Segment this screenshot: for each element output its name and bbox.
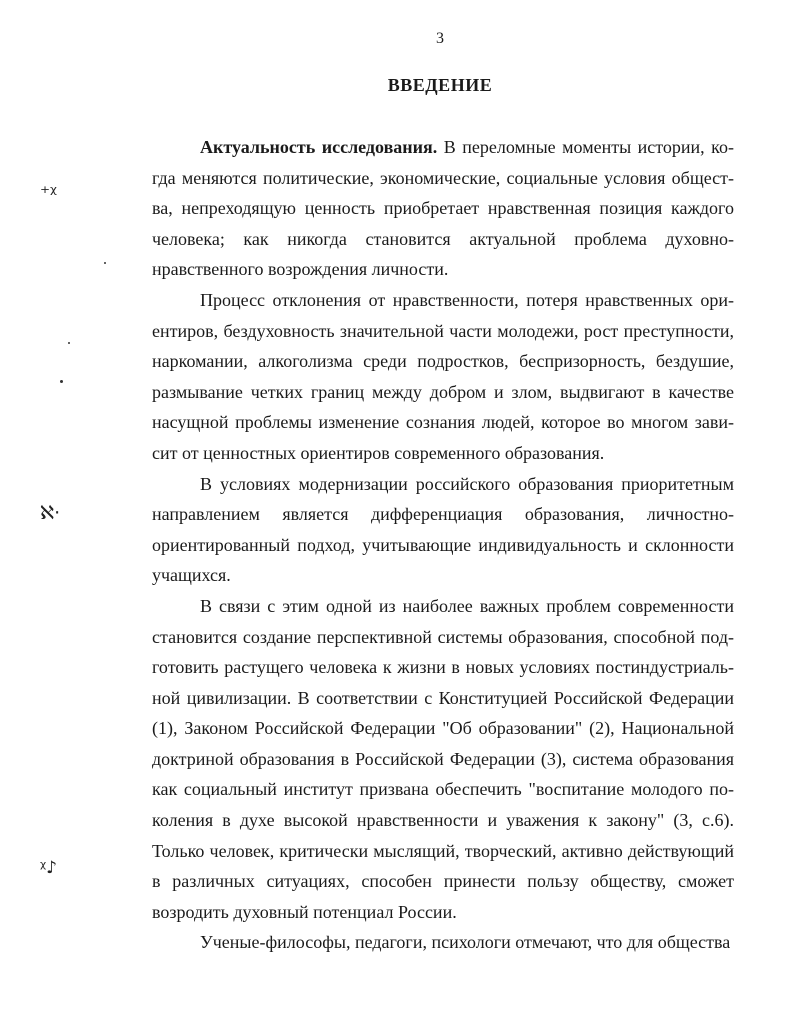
paragraph-text: В переломные моменты истории, когда меняются политические, экономические, социальные условия общества, непреходящую ценность приобретает нравственная позиция каждого человека; как никогда становится актуальной проблема духовно-нравственного возрождения личности. [152, 137, 735, 280]
paragraph [152, 132, 734, 285]
paragraph-text: Ученые-философы, педагоги, психологи отмечают, что для общества [200, 932, 731, 953]
paragraph [152, 469, 734, 591]
page-heading: ВВЕДЕНИЕ [387, 75, 493, 95]
body-text [152, 132, 734, 958]
paragraph-text: В связи с этим одной из наиболее важных проблем современности становится создание перспективной системы образования, способной подготовить растущего человека к жизни в новых условиях постиндустриальной цивилизации. В соответствии с Конституцией Российской Федерации (1), Законом Российской Федерации "Об образовании" (2), Национальной доктриной образования в Российской Федерации (3), система образования как социальный институт призвана обеспечить "воспитание молодого поколения в духе высокой нравственности и уважения к закону" (3, с.6). Только человек, критически мыслящий, творческий, активно действующий в различных ситуациях, способен принести пользу обществу, сможет возродить духовный потенциал России. [152, 595, 734, 922]
page-number: 3 [436, 30, 444, 47]
scan-speck [60, 380, 63, 383]
paragraph-text: В условиях модернизации российского образования приоритетным направлением является дифференциация образования, личностно-ориентированный подход, учитывающие индивидуальность и склонности учащихся. [152, 473, 734, 586]
scan-speck [68, 342, 70, 344]
paragraph [152, 927, 734, 958]
paragraph-lead: Актуальность исследования. [200, 137, 438, 157]
paragraph [152, 285, 734, 469]
margin-scan-mark: ⁺ᵡ [40, 182, 57, 204]
margin-scan-mark: ℵ· [40, 502, 61, 524]
paragraph-text: Процесс отклонения от нравственности, потеря нравственных ориентиров, бездуховность значительной части молодежи, рост преступности, наркомании, алкоголизма среди подростков, беспризорность, бездушие, размывание четких границ между добром и злом, выдвигают в качестве насущной проблемы изменение сознания людей, которое во многом зависит от ценностных ориентиров современного образования. [152, 289, 734, 463]
margin-scan-mark: ᵡ♪ [40, 858, 58, 878]
paragraph [152, 591, 734, 928]
scan-speck [104, 262, 106, 264]
